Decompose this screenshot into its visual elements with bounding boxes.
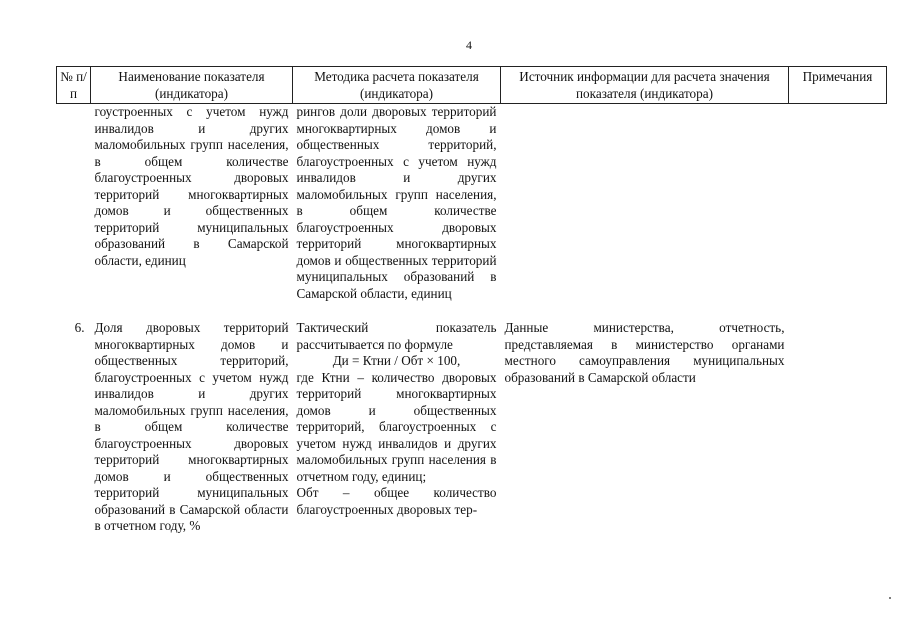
method-where-1: где Ктни – количество дворовых территорий многоквартирных домов и общественных территорий, благоустроенных с учетом нужд инвалидов и других маломобильных групп населения в отчетном году, единиц; xyxy=(296,369,497,484)
cell-method xyxy=(293,320,501,535)
header-name: Наименование показателя (индикатора) xyxy=(91,67,293,104)
cell-notes xyxy=(789,104,887,321)
header-method: Методика расчета показателя (индикатора) xyxy=(293,67,501,104)
cell-number xyxy=(57,104,91,321)
header-number: № п/п xyxy=(57,67,91,104)
method-formula: Ди = Ктни / Обт × 100, xyxy=(332,353,461,368)
cell-notes xyxy=(789,320,887,535)
cell-source xyxy=(501,104,789,321)
header-source: Источник информации для расчета значения показателя (индикатора) xyxy=(501,67,789,104)
scan-dot xyxy=(889,597,891,599)
page-number: 4 xyxy=(466,38,472,52)
table-row xyxy=(57,104,887,321)
cell-source: Данные министерства, отчетность, представляемая в министерство органами местного самоуправления муниципальных образований в Самарской области xyxy=(504,320,785,385)
cell-name: гоустроенных с учетом нужд инвалидов и других маломобильных групп населения, в общем количестве благоустроенных дворовых территорий многоквартирных домов и общественных территорий муниципальных образований в Самарской области, единиц xyxy=(94,104,289,268)
method-where-2: Обт – общее количество благоустроенных дворовых тер- xyxy=(296,485,497,517)
indicators-table xyxy=(56,66,887,535)
cell-name: Доля дворовых территорий многоквартирных домов и общественных территорий, благоустроенных с учетом нужд инвалидов и других маломобильных групп населения, в общем количестве благоустроенных дворовых территорий многоквартирных домов и общественных территорий муниципальных образований в Самарской области в отчетном году, % xyxy=(94,320,289,533)
cell-method: рингов доли дворовых территорий многоквартирных домов и общественных территорий, благоустроенных с учетом нужд инвалидов и других маломобильных групп населения, в общем количестве благоустроенных дворовых территорий многоквартирных домов и общественных территорий муниципальных образований в Самарской области, единиц xyxy=(296,104,497,301)
method-intro: Тактический показатель рассчитывается по формуле xyxy=(296,320,497,352)
header-notes: Примечания xyxy=(789,67,887,104)
table-header-row xyxy=(57,67,887,104)
table-row xyxy=(57,320,887,535)
cell-number: 6. xyxy=(74,320,85,335)
